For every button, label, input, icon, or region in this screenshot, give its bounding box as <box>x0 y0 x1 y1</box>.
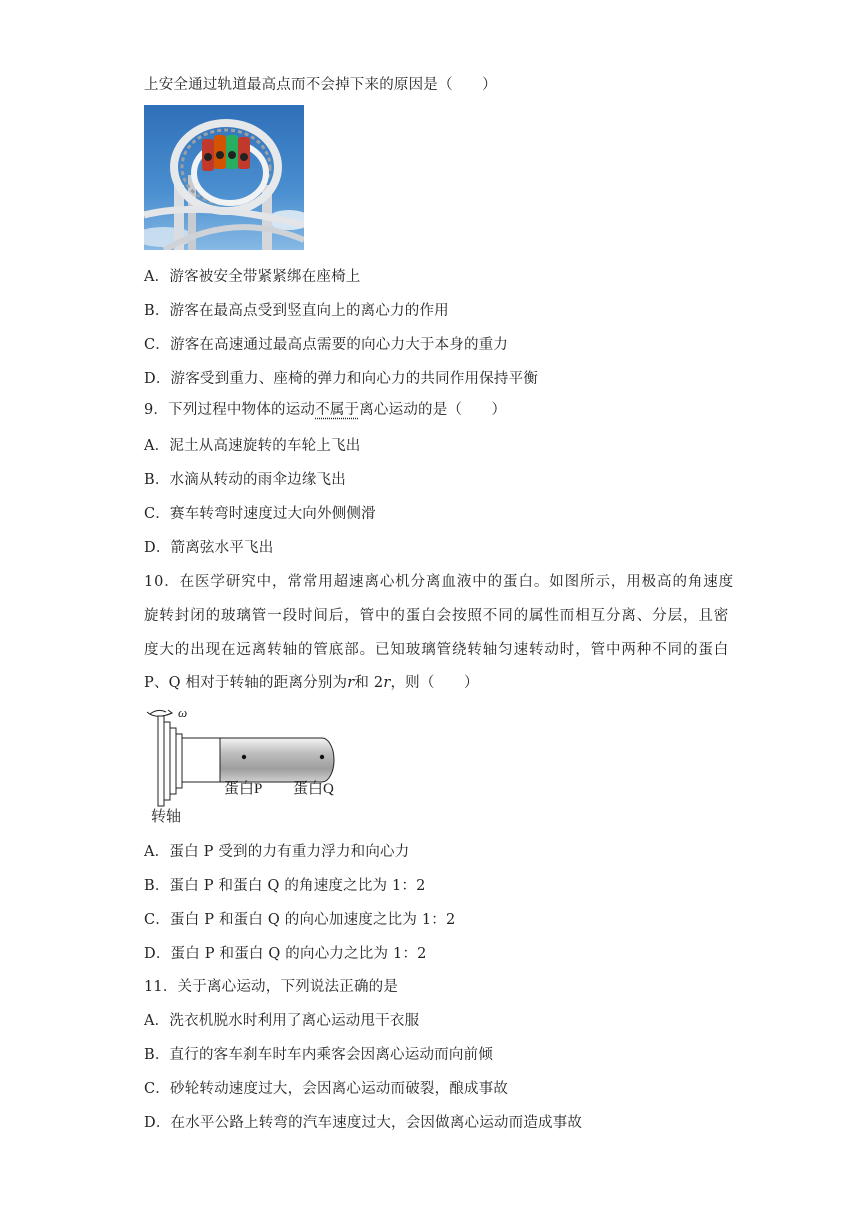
q10-option-c: C．蛋白 P 和蛋白 Q 的向心加速度之比为 1：2 <box>144 912 456 928</box>
q11-option-a: A．洗衣机脱水时利用了离心运动甩干衣服 <box>144 1013 420 1029</box>
axis-label: 转轴 <box>151 809 182 825</box>
q10-stem-line4 <box>144 671 479 692</box>
protein-q-label: 蛋白Q <box>293 781 334 797</box>
q10-option-d: D．蛋白 P 和蛋白 Q 的向心力之比为 1：2 <box>144 946 427 962</box>
q10-stem-line2: 旋转封闭的玻璃管一段时间后，管中的蛋白会按照不同的属性而相互分离、分层，且密 <box>144 608 730 624</box>
q11-option-b: B．直行的客车刹车时车内乘客会因离心运动而向前倾 <box>144 1047 493 1063</box>
protein-q-dot <box>320 755 324 759</box>
q8-option-a: A．游客被安全带紧紧绑在座椅上 <box>144 269 361 285</box>
q11-option-c: C．砂轮转动速度过大，会因离心运动而破裂，酿成事故 <box>144 1081 509 1097</box>
q10-option-a: A．蛋白 P 受到的力有重力浮力和向心力 <box>144 844 410 860</box>
q9-stem <box>144 398 506 419</box>
q9-stem-post: 离心运动的是（ ） <box>359 402 507 418</box>
q10-stem-line4-mid: 和 2 <box>354 675 384 691</box>
q10-radius-r: r <box>347 675 355 691</box>
q9-option-d: D．箭离弦水平飞出 <box>144 540 274 556</box>
protein-p-label: 蛋白P <box>224 781 263 797</box>
q9-stem-pre: 9．下列过程中物体的运动 <box>144 402 316 418</box>
q11-stem: 11．关于离心运动，下列说法正确的是 <box>144 979 399 995</box>
q9-option-b: B．水滴从转动的雨伞边缘飞出 <box>144 472 346 488</box>
q8-option-b: B．游客在最高点受到竖直向上的离心力的作用 <box>144 303 449 319</box>
q10-option-b: B．蛋白 P 和蛋白 Q 的角速度之比为 1：2 <box>144 878 426 894</box>
q10-stem-line4-pre: P、Q 相对于转轴的距离分别为 <box>144 675 348 691</box>
q9-stem-emphasis: 不属于 <box>315 402 360 418</box>
q10-radius-2r: r <box>383 675 391 691</box>
q9-option-a: A．泥土从高速旋转的车轮上飞出 <box>144 438 361 454</box>
omega-label: ω <box>178 705 188 720</box>
protein-p-dot <box>242 755 246 759</box>
q10-stem-line4-post: ，则（ ） <box>390 675 479 691</box>
q8-option-c: C．游客在高速通过最高点需要的向心力大于本身的重力 <box>144 337 509 353</box>
q8-option-d: D．游客受到重力、座椅的弹力和向心力的共同作用保持平衡 <box>144 371 539 387</box>
q10-stem-line1: 10．在医学研究中，常常用超速离心机分离血液中的蛋白。如图所示，用极高的角速度 <box>144 574 735 590</box>
q10-stem-line3: 度大的出现在远离转轴的管底部。已知玻璃管绕转轴匀速转动时，管中两种不同的蛋白 <box>144 642 730 658</box>
q8-stem-tail: 上安全通过轨道最高点而不会掉下来的原因是（ ） <box>144 77 497 93</box>
centrifuge-diagram <box>144 700 344 825</box>
q9-option-c: C．赛车转弯时速度过大向外侧侧滑 <box>144 506 376 522</box>
roller-coaster-photo <box>144 105 304 250</box>
q11-option-d: D．在水平公路上转弯的汽车速度过大，会因做离心运动而造成事故 <box>144 1115 583 1131</box>
